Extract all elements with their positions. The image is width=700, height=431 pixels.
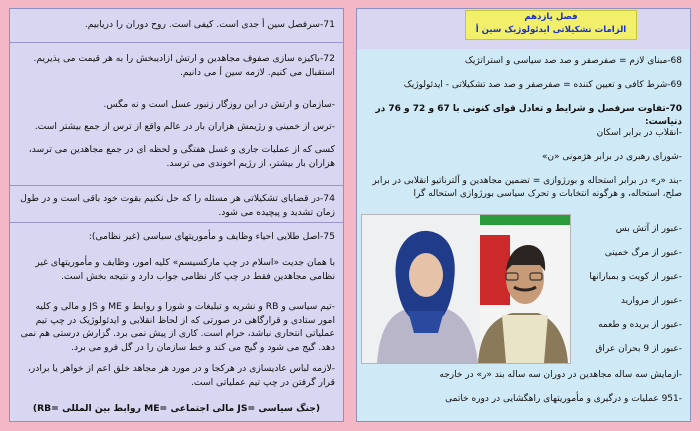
islam-line: با همان جدیت «اسلام در چپ مارکسیسم» کلیه امور، وظایف و مأموریتهای غیر نظامی مجاهدین فقط در چپ کار نظامی جواب دارد و نتیجه بخش است. [35,257,335,282]
item-74: 74-در قضایای تشکیلاتی هر مسئله را که حل نکنیم بقوت خود باقی است و در طول زمان تشدید و پیچیده می شود. [20,193,335,218]
crossing-6: -عبور از 9 بحران عراق [595,344,682,354]
crossing-1: -عبور از آتش بس [615,224,682,234]
item-69: 69-شرط کافی و تعیین کننده = صفرصفر و صد صد تشکیلاتی - ایدئولوژیک [403,80,682,90]
item-68: 68-مبنای لازم = صفرصفر و صد صد سیاسی و استراتژیک [464,56,682,66]
leaders-photo [361,214,571,364]
footnote: (RB= روابط بین المللی ME= مالی اجتماعی JS= جنگ سیاسی) [32,403,321,414]
operations-line: کسی که از عملیات جاری و غسل هفتگی و لحظه ای در جمع مجاهدین می ترسد، هزاران بار بیشتر، از رژیم اخوندی می ترسد. [28,144,335,169]
right-text-panel [356,8,691,422]
divider [10,222,343,223]
crossing-7: -ازمایش سه ساله مجاهدین در دوران سه ساله بند «ر» در خارجه [439,370,682,380]
crossing-5: -عبور از بریده و طعمه [598,320,682,330]
band-line: -بند «ر» در برابر استحاله و بورژوازی = تضمین مجاهدین و آلترناتیو انقلابی در برابر صلح، استحاله، و هرگونه انتخابات و تحرک سیاسی بورژوازی استحاله گرا [372,176,682,199]
left-text-panel [9,8,344,422]
crossing-2: -عبور از مرگ خمینی [604,248,682,258]
crossing-8: -951 عملیات و درگیری و مأموریتهای راهگشایی در دوره خاتمی [445,394,682,404]
divider [10,185,343,186]
team-line: -تیم سیاسی و RB و نشریه و تبلیغات و شورا و روابط و ME و JS و مالی و کلیه امور ستادی و قرارگاهی در صورتی که از لحاظ انقلابی و ایدئولوژیک در چپ تیم عملیاتی انتحاری نباشد، حرام است. کاری از پیش نمی برد. گزارش درستی هم نمی دهد. گیج می شود و گیج می کند و خط سازمان را در گل فرو می برد. [20,301,335,353]
chapter-title-box [465,10,637,40]
revolution-line: -انقلاب در برابر اسکان [596,128,682,138]
chapter-subtitle: الزامات تشکیلاتی ایدئولوژیک سین أ [475,25,627,35]
shura-line: -شورای رهبری در برابر هژمونی «ن» [541,152,682,162]
leaders-photo-illustration [362,215,570,363]
crossing-4: -عبور از مروارید [620,296,682,306]
uniform-line: -لازمه لباس عادیسازی در هرکجا و در مورد هر مجاهد خلق اعم از خواهر یا برادر، قرار گرفتن در چپ تیم عملیاتی است. [27,363,335,388]
army-line: -سازمان و ارتش در این روزگار زنبور عسل است و نه مگس. [103,99,335,110]
chapter-title: فصل یازدهم [524,12,578,22]
fear-line: -ترس از خمینی و رژیمش هزاران بار در عالم واقع از ترس از جمع بیشتر است. [34,121,335,132]
crossing-3: -عبور از کویت و بمبارانها [589,272,682,282]
item-71: 71-سرفصل سین أ جدی است. کیفی است. روح دوران را دریابیم. [84,19,335,30]
item-70: 70-تفاوت سرفصل و شرایط و تعادل قوای کنونی با 67 و 72 و 76 در دنیاست: [375,104,682,127]
item-75: 75-اصل طلایی احیاء وظایف و مأموریتهای سیاسی (غیر نظامی): [88,231,335,242]
divider [10,42,343,43]
item-72: 72-باکیزه سازی صفوف مجاهدین و ارتش ازادیبخش را به هر قیمت می پذیریم. استقبال می کنیم. لازمه سین أ می دانیم. [33,53,335,78]
